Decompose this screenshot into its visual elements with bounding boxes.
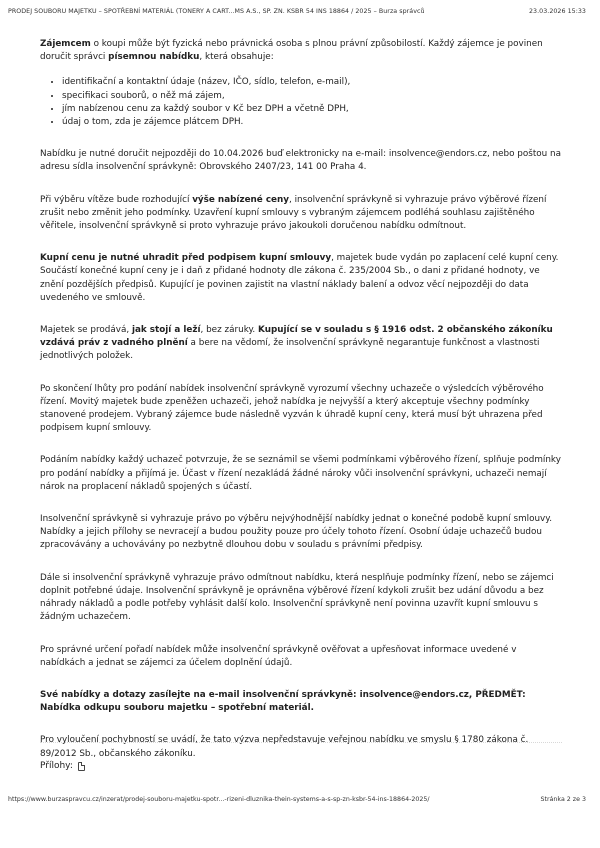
print-header (0, 0, 600, 22)
text-run: , bez záruky. (200, 325, 259, 336)
paragraph-selection (40, 194, 562, 234)
paragraph-warranty (40, 324, 562, 364)
header-title: PRODEJ SOUBORU MAJETKU – SPOTŘEBNÍ MATERIÁL (TONERY A CART...MS A.S., SP. ZN. KSBR 54 INS 18864 / 2025 – Burza správců (8, 8, 425, 15)
bold-term: Své nabídky a dotazy zasílejte na e-mail insolvenční správkyně: insolvence@endors.cz, PŘEDMĚT: Nabídka odkupu souboru majetku – spotřební materiál. (40, 689, 526, 714)
text-run: a bere na vědomí, že insolvenční správkyně negarantuje funkčnost a vlastnosti jednotlivých položek. (40, 338, 540, 362)
paragraph-contact (40, 689, 562, 715)
text-run: , majetek bude vydán po zaplacení celé kupní ceny. Součástí konečné kupní ceny je i daň z přidané hodnoty dle zákona č. 235/2004 Sb., o dani z přidané hodnoty, ve znění pozdějších předpisů. Kupující je povinen zajistit na vlastní náklady balení a odvoz věcí nejpozději do data uvedeného ve smlouvě. (40, 253, 559, 303)
text-run: o koupi může být fyzická nebo právnická osoba s plnou právní způsobilostí. Každý zájemce je povinen doručit správci (40, 39, 543, 63)
paragraph-bidder (40, 38, 562, 64)
text-run: Majetek se prodává, (40, 325, 132, 336)
paragraph-contract: Insolvenční správkyně si vyhrazuje právo po výběru nejvýhodnější nabídky jednat o konečné podobě kupní smlouvy. Nabídky a jejich přílohy se nevracejí a budou použity pouze pro účely tohoto řízení. Osobní údaje uchazečů budou zpracovávány a uchovávány po nezbytně dlouhou dobu v souladu s právními předpisy. (40, 514, 553, 551)
bold-term: Zájemcem (40, 39, 91, 49)
text-run: Při výběru vítěze bude rozhodující (40, 194, 193, 205)
list-item: • identifikační a kontaktní údaje (název, IČO, sídlo, telefon, e-mail), (62, 76, 562, 89)
text-run: , která obsahuje: (199, 52, 274, 63)
bold-term: jak stojí a leží (131, 325, 201, 336)
paragraph-ordering: Pro správné určení pořadí nabídek může insolvenční správkyně ověřovat a upřesňovat informace uvedené v nabídkách a jednat se zájemci za účelem doplnění údajů. (40, 644, 517, 668)
footer-page-number: Stránka 2 ze 3 (540, 796, 586, 803)
document-icon[interactable] (78, 762, 85, 771)
paragraph-payment (40, 252, 562, 305)
bold-term: výše nabízené ceny (192, 194, 290, 205)
list-item: • údaj o tom, zda je zájemce plátcem DPH. (62, 116, 562, 129)
attachments-label: Přílohy: (40, 761, 73, 771)
divider (40, 742, 562, 743)
bold-term: Kupující se v souladu s § 1916 odst. 2 občanského zákoníku vzdává práv z vadného plnění (40, 325, 553, 349)
paragraph-consent: Podáním nabídky každý uchazeč potvrzuje, že se seznámil se všemi podmínkami výběrového řízení, splňuje podmínky pro podání nabídky a přijímá je. Účast v řízení nezakládá žádné nároky vůči insolvenční správkyni, uchazeči nemají nárok na proplacení nákladů spojených s účastí. (40, 455, 561, 492)
text-run: , insolvenční správkyně si vyhrazuje právo výběrové řízení zrušit nebo změnit jeho podmínky. Uzavření kupní smlouvy s vybraným zájemcem podléhá souhlasu zajištěného věřitele, insolvenční správkyně si proto vyhrazuje právo jakoukoli doručenou nabídku odmítnout. (40, 194, 547, 232)
bold-term: Kupní cenu je nutné uhradit před podpisem kupní smlouvy (40, 253, 332, 264)
list-item: • jím nabízenou cenu za každý soubor v Kč bez DPH a včetně DPH, (62, 103, 562, 116)
paragraph-deadline: Nabídku je nutné doručit nejpozději do 10.04.2026 buď elektronicky na e-mail: insolvence@endors.cz, nebo poštou na adresu sídla insolvenční správkyně: Obrovského 2407/23, 141 00 Praha 4. (40, 149, 562, 173)
bold-term: písemnou nabídku (108, 52, 200, 63)
attachments (40, 761, 85, 771)
paragraph-disclaimer: Pro vyloučení pochybností se uvádí, že tato výzva nepředstavuje veřejnou nabídku ve smyslu § 1780 zákona č. 89/2012 Sb., občanského zákoníku. (40, 735, 529, 759)
paragraph-results: Po skončení lhůty pro podání nabídek insolvenční správkyně vyrozumí všechny uchazeče o výsledcích výběrového řízení. Movitý majetek bude zpeněžen uchazeči, jehož nabídka je nejvyšší a který akceptuje všechny podmínky stanovené prodejem. Vybraný zájemce bude následně vyzván k úhradě kupní ceny, která musí být uhrazena před podpisem kupní smlouvy. (40, 383, 544, 434)
listing-body (40, 38, 562, 761)
list-item: • specifikaci souborů, o něž má zájem, (62, 90, 562, 103)
offer-requirements-list (40, 76, 562, 129)
footer-url: https://www.burzaspravcu.cz/inzerat/prodej-souboru-majetku-spotr...-rizeni-dluznika-thein-systems-a-s-sp-zn-ksbr-54-ins-18864-2025/ (8, 796, 430, 803)
paragraph-rights: Dále si insolvenční správkyně vyhrazuje právo odmítnout nabídku, která nesplňuje podmínky řízení, nebo se zájemci doplnit potřebné údaje. Insolvenční správkyně je oprávněna výběrové řízení kdykoli zrušit bez udání důvodu a bez náhrady nákladů a podle potřeby vyhlásit další kolo. Insolvenční správkyně není povinna uzavřít kupní smlouvu s žádným uchazečem. (40, 572, 554, 623)
header-datetime: 23.03.2026 15:33 (528, 8, 586, 15)
